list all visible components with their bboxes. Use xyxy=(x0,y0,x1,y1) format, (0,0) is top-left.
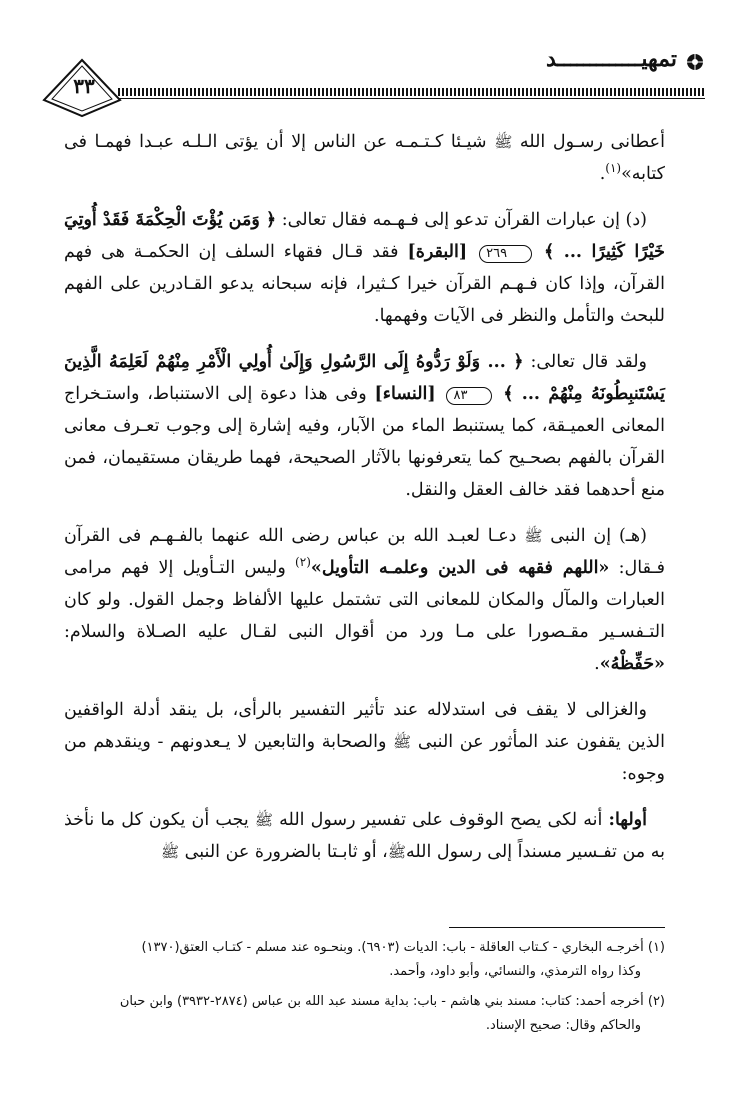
paragraph-6: أولها: أنه لكى يصح الوقوف على تفسير رسول الله ﷺ يجب أن يكون كل ما نأخذ به من تفـسير مسنداً إلى رسول اللهﷺ، أو ثابـتا بالضرورة عن النبى ﷺ xyxy=(64,810,665,862)
point-heading: أولها: xyxy=(608,810,647,830)
footnotes xyxy=(64,936,665,1044)
header-rule-thin xyxy=(118,98,705,99)
header-rule xyxy=(118,88,705,96)
salawat-symbol: ﷺ xyxy=(387,843,406,861)
surah-name: [النساء] xyxy=(374,384,436,404)
quran-verse: ﴿ وَمَن يُؤْتَ الْحِكْمَةَ فَقَدْ أُوتِيَ خَيْرًا كَثِيرًا ... ﴾ xyxy=(64,210,665,262)
running-title: تمهيـــــــــــــد xyxy=(546,46,677,72)
verse-number: ٨٣ xyxy=(446,387,492,405)
paragraph-1: أعطانى رسـول الله ﷺ شيـئا كـتـمـه عن الناس إلا أن يؤتى الـلـه عبـدا فهمـا فى كتابه»$^{(١)}$. xyxy=(64,132,665,184)
footnote-2: (٢) أخرجه أحمد: كتاب: مسند بني هاشم - باب: بداية مسند عبد الله بن عباس (٢٨٧٤-٣٩٣٢) وابن حبان والحاكم وقال: صحيح الإسناد. xyxy=(119,994,665,1033)
footnote-ref-2[interactable]: (٢) xyxy=(295,555,311,570)
hadith-quote: «اللهم فقهه فى الدين وعلمـه التأويل» xyxy=(310,558,610,578)
paragraph-5: والغزالى لا يقف فى استدلاله عند تأثير التفسير بالرأى، بل ينقد أدلة الواقفين الذين يقفون عند المأثور عن النبى ﷺ والصحابة والتابعين لا يـعدونهم - وينقدهم من وجوه: xyxy=(64,700,665,784)
page-number: ٣٣ xyxy=(73,74,95,98)
flower-ornament-icon xyxy=(685,52,705,72)
salawat-symbol: ﷺ xyxy=(494,133,513,151)
salawat-symbol: ﷺ xyxy=(254,811,273,829)
body-text xyxy=(64,126,665,882)
page-header xyxy=(40,40,705,120)
surah-name: [البقرة] xyxy=(407,242,468,262)
verse-number: ٢٦٩ xyxy=(479,245,532,263)
quran-verse: ﴿ ... وَلَوْ رَدُّوهُ إِلَى الرَّسُولِ وَإِلَىٰ أُولِي الْأَمْرِ مِنْهُمْ لَعَلِمَهُ الَّذِينَ يَسْتَنبِطُونَهُ مِنْهُمْ ... ﴾ xyxy=(64,352,665,404)
paragraph-3: ولقد قال تعالى: ﴿ ... وَلَوْ رَدُّوهُ إِلَى الرَّسُولِ وَإِلَىٰ أُولِي الْأَمْرِ مِنْهُمْ لَعَلِمَهُ الَّذِينَ يَسْتَنبِطُونَهُ مِنْهُمْ ... ﴾ ٨٣ [النساء] وفى هذا دعوة إلى الاستنباط، واستـخراج المعانى العميـقة، كما يستنبط الماء من الآبار، وفيه إشارة إلى وجوب تعـرف معانى القرآن بالفهم بصحـيح كما يتعرفونها بالآثار الصحيحة، فهما طريقان مستقيمان، فمن منع أحدهما فقد خالف العقل والنقل. xyxy=(64,352,665,500)
footnote-1: (١) أخرجـه البخاري - كـتاب العاقلة - باب: الديات (٦٩٠٣). وبنحـوه عند مسلم - كتـاب العتق(١٣٧٠) وكذا رواه الترمذي، والنسائي، وأبو داود، وأحمد. xyxy=(141,940,665,979)
hadith-quote: «حَفِّظْهُ» xyxy=(599,654,665,674)
footnote-separator xyxy=(449,927,665,928)
paragraph-4: (هـ) إن النبى ﷺ دعـا لعبـد الله بن عباس رضى الله عنهما بالفـهـم فى القرآن فـقال: «اللهم فقهه فى الدين وعلمـه التأويل»$^{(٢)}$ وليس التـأويل إلا فهم مرامى العبارات والمآل والمكان للمعانى التى تشتمل عليها الألفاظ وجمل القول. ولو كان التـفسـير مقـصورا على مـا ورد من أقوال النبى لقـال عليه الصـلاة والسلام: «حَفِّظْهُ». xyxy=(64,526,665,674)
footnote-ref-1[interactable]: (١) xyxy=(605,161,622,176)
salawat-symbol: ﷺ xyxy=(160,843,180,861)
salawat-symbol: ﷺ xyxy=(393,733,412,751)
paragraph-2: (د) إن عبارات القرآن تدعو إلى فـهـمه فقال تعالى: ﴿ وَمَن يُؤْتَ الْحِكْمَةَ فَقَدْ أُوتِيَ خَيْرًا كَثِيرًا ... ﴾ ٢٦٩ [البقرة] فقد قـال فقهاء السلف إن الحكمـة هى فهم القرآن، وإذا كان فـهـم القرآن خيرا كـثيرا، فإنه سبحانه يدعو القـادرين على الفهم للبحث والتأمل والنظر فى الآيات وفهمها. xyxy=(64,210,665,326)
salawat-symbol: ﷺ xyxy=(524,527,543,545)
